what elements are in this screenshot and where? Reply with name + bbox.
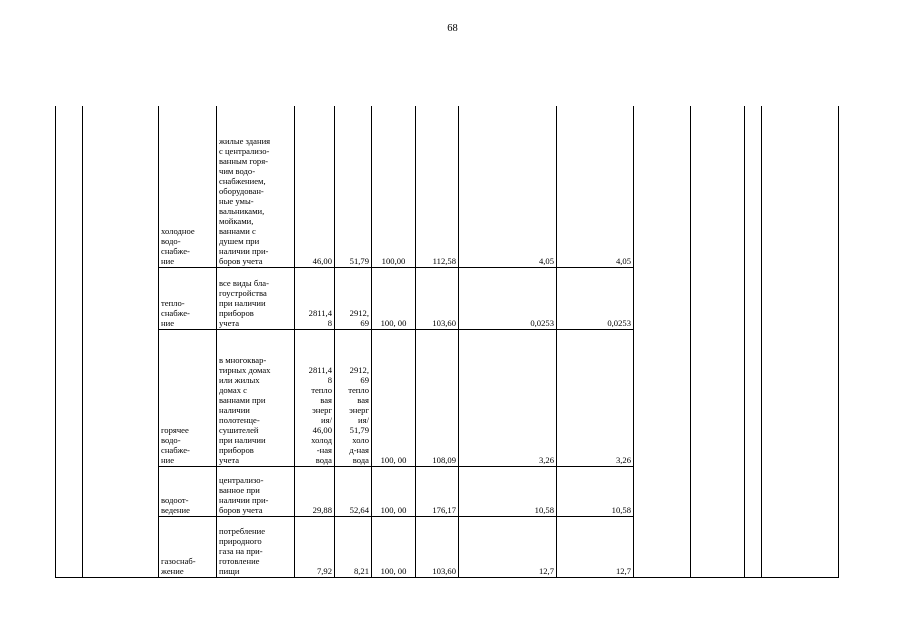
empty-cell bbox=[83, 106, 159, 577]
condition-cell: централизо- ванное при наличии при- боров учета bbox=[217, 466, 295, 516]
value-cell: 112,58 bbox=[416, 106, 459, 267]
value-cell: 2811,4 8 тепло вая энерг ия/ 46,00 холод -ная вода bbox=[295, 329, 335, 466]
value-cell: 4,05 bbox=[557, 106, 634, 267]
value-cell: 2912, 69 bbox=[335, 267, 372, 329]
value-cell: 100, 00 bbox=[372, 267, 416, 329]
value-cell: 7,92 bbox=[295, 516, 335, 577]
condition-cell: в многоквар- тирных домах или жилых домах с ваннами при наличии полотенце- сушителей при наличии приборов учета bbox=[217, 329, 295, 466]
value-cell: 100,00 bbox=[372, 106, 416, 267]
value-cell: 0,0253 bbox=[459, 267, 557, 329]
value-cell: 2811,4 8 bbox=[295, 267, 335, 329]
value-cell: 10,58 bbox=[459, 466, 557, 516]
value-cell: 176,17 bbox=[416, 466, 459, 516]
value-cell: 3,26 bbox=[557, 329, 634, 466]
value-cell: 103,60 bbox=[416, 516, 459, 577]
empty-cell bbox=[691, 106, 745, 577]
value-cell: 12,7 bbox=[557, 516, 634, 577]
value-cell: 10,58 bbox=[557, 466, 634, 516]
value-cell: 52,64 bbox=[335, 466, 372, 516]
value-cell: 4,05 bbox=[459, 106, 557, 267]
value-cell: 3,26 bbox=[459, 329, 557, 466]
value-cell: 108,09 bbox=[416, 329, 459, 466]
condition-cell: потребление природного газа на при- готовление пищи bbox=[217, 516, 295, 577]
service-cell: холодное водо- снабже- ние bbox=[159, 106, 217, 267]
empty-cell bbox=[762, 106, 839, 577]
page-number: 68 bbox=[447, 23, 458, 34]
service-cell: горячее водо- снабже- ние bbox=[159, 329, 217, 466]
value-cell: 46,00 bbox=[295, 106, 335, 267]
tariff-table bbox=[55, 106, 839, 578]
value-cell: 100, 00 bbox=[372, 516, 416, 577]
empty-cell bbox=[745, 106, 762, 577]
empty-cell bbox=[634, 106, 691, 577]
value-cell: 103,60 bbox=[416, 267, 459, 329]
value-cell: 51,79 bbox=[335, 106, 372, 267]
value-cell: 29,88 bbox=[295, 466, 335, 516]
service-cell: тепло- снабже- ние bbox=[159, 267, 217, 329]
value-cell: 8,21 bbox=[335, 516, 372, 577]
service-cell: газоснаб- жение bbox=[159, 516, 217, 577]
service-cell: водоот- ведение bbox=[159, 466, 217, 516]
table-row bbox=[56, 106, 839, 267]
value-cell: 2912, 69 тепло вая энерг ия/ 51,79 холо д-ная вода bbox=[335, 329, 372, 466]
value-cell: 100, 00 bbox=[372, 466, 416, 516]
condition-cell: все виды бла- гоустройства при наличии приборов учета bbox=[217, 267, 295, 329]
empty-cell bbox=[56, 106, 83, 577]
condition-cell: жилые здания с централизо- ванным горя- чим водо- снабжением, оборудован- ные умы- вальниками, мойками, ваннами с душем при наличии при- боров учета bbox=[217, 106, 295, 267]
value-cell: 100, 00 bbox=[372, 329, 416, 466]
value-cell: 0,0253 bbox=[557, 267, 634, 329]
value-cell: 12,7 bbox=[459, 516, 557, 577]
